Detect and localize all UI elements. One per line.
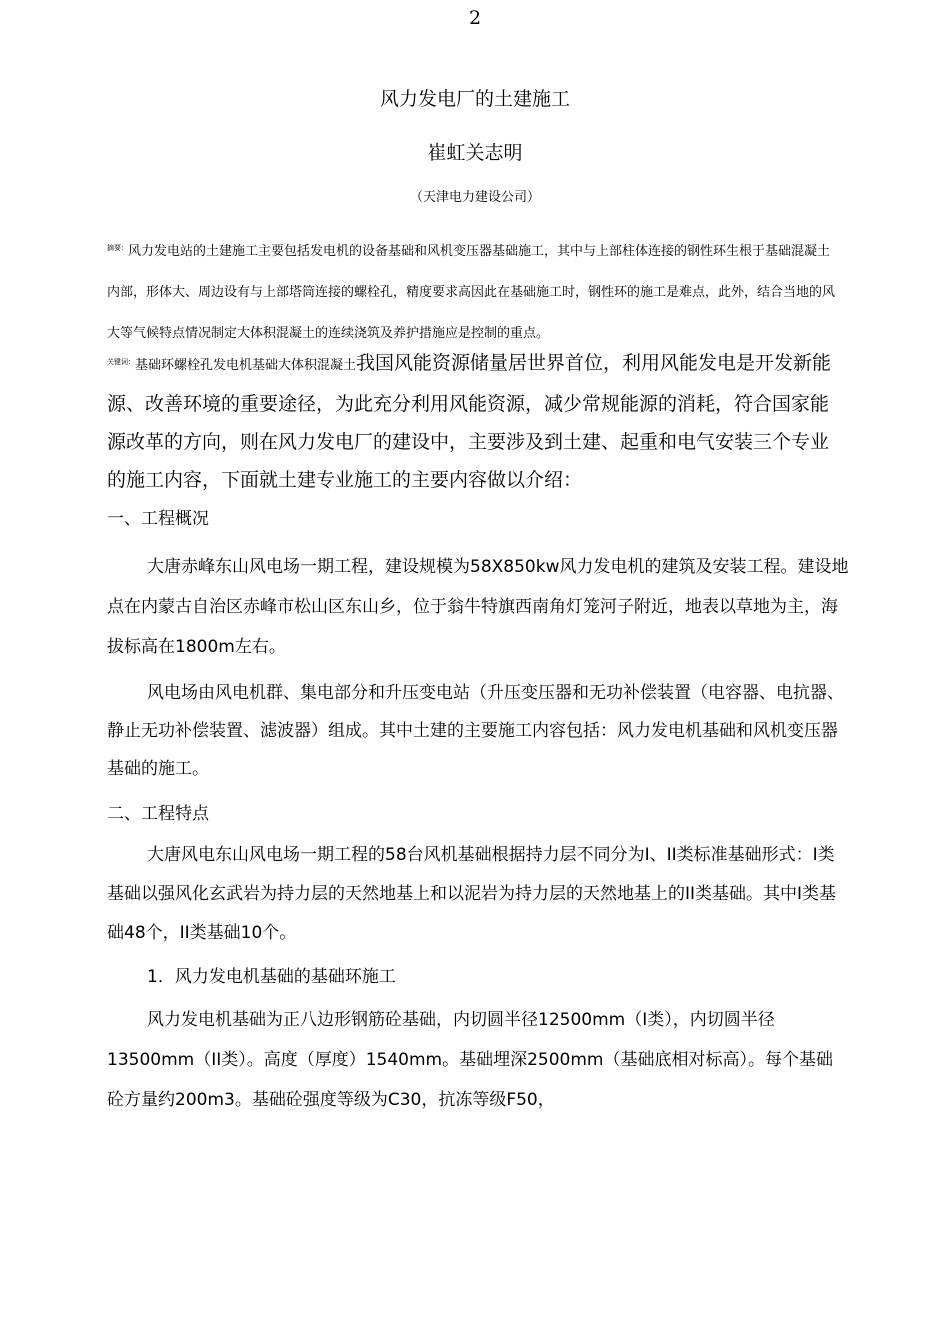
subsection1-body [107, 1000, 849, 1120]
section2 [107, 794, 849, 834]
section1-body [107, 547, 849, 667]
section1 [107, 499, 849, 539]
section1-paragraph-1: 大唐赤峰东山风电场一期工程，建设规模为58X850kw风力发电机的建筑及安装工程。建设地点在内蒙古自治区赤峰市松山区东山乡，位于翁牛特旗西南角灯笼河子附近，地表以草地为主，海拔标高在1800m左右。 [107, 557, 849, 657]
section1-paragraph-2: 风电场由风电机群、集电部分和升压变电站（升压变压器和无功补偿装置（电容器、电抗器、静止无功补偿装置、滤波器）组成。其中土建的主要施工内容包括：风力发电机基础和风机变压器基础的施工。 [107, 683, 844, 779]
section2-body [107, 836, 849, 953]
subsection1-heading: 1．风力发电机基础的基础环施工 [147, 967, 396, 987]
intro-text: 我国风能资源储量居世界首位，利用风能发电是开发新能源、改善环境的重要途径，为此充分利用风能资源，减少常规能源的消耗，符合国家能源改革的方向，则在风力发电厂的建设中，主要涉及到土建、起重和电气安装三个专业的施工内容，下面就土建专业施工的主要内容做以介绍： [107, 352, 832, 491]
keywords-intro-paragraph [107, 343, 847, 499]
section2-paragraph-1: 大唐风电东山风电场一期工程的58台风机基础根据持力层不同分为I、II类标准基础形式：I类基础以强风化玄武岩为持力层的天然地基上和以泥岩为持力层的天然地基上的II类基础。其中I类基础48个，II类基础10个。 [107, 845, 837, 943]
subsection1-paragraph-1: 风力发电机基础为正八边形钢筋砼基础，内切圆半径12500mm（I类），内切圆半径13500mm（II类）。高度（厚度）1540mm。基础埋深2500mm（基础底相对标高）。每个基础砼方量约200m3。基础砼强度等级为C30，抗冻等级F50， [107, 1010, 833, 1110]
document-affiliation: （天津电力建设公司） [409, 190, 540, 205]
keywords-label: 关键词： [107, 358, 135, 366]
page-number: 2 [468, 7, 482, 29]
abstract-text: 风力发电站的土建施工主要包括发电机的设备基础和风机变压器基础施工，其中与上部柱体连接的钢性环生根于基础混凝土内部，形体大、周边设有与上部塔筒连接的螺栓孔，精度要求高因此在基础施工时，钢性环的施工是难点，此外，结合当地的风大等气候特点情况制定大体积混凝土的连续浇筑及养护措施应是控制的重点。 [107, 244, 836, 341]
document-authors: 崔虹关志明 [427, 142, 523, 164]
subsection1 [107, 957, 849, 997]
document-title: 风力发电厂的土建施工 [379, 88, 570, 110]
section2-heading: 二、工程特点 [107, 804, 209, 824]
abstract-paragraph [107, 228, 837, 354]
keywords-text: 基础环螺栓孔发电机基础大体积混凝土 [135, 358, 357, 373]
section1-body-2 [107, 674, 849, 788]
abstract-label: 摘要： [107, 244, 128, 252]
section1-heading: 一、工程概况 [107, 509, 209, 529]
